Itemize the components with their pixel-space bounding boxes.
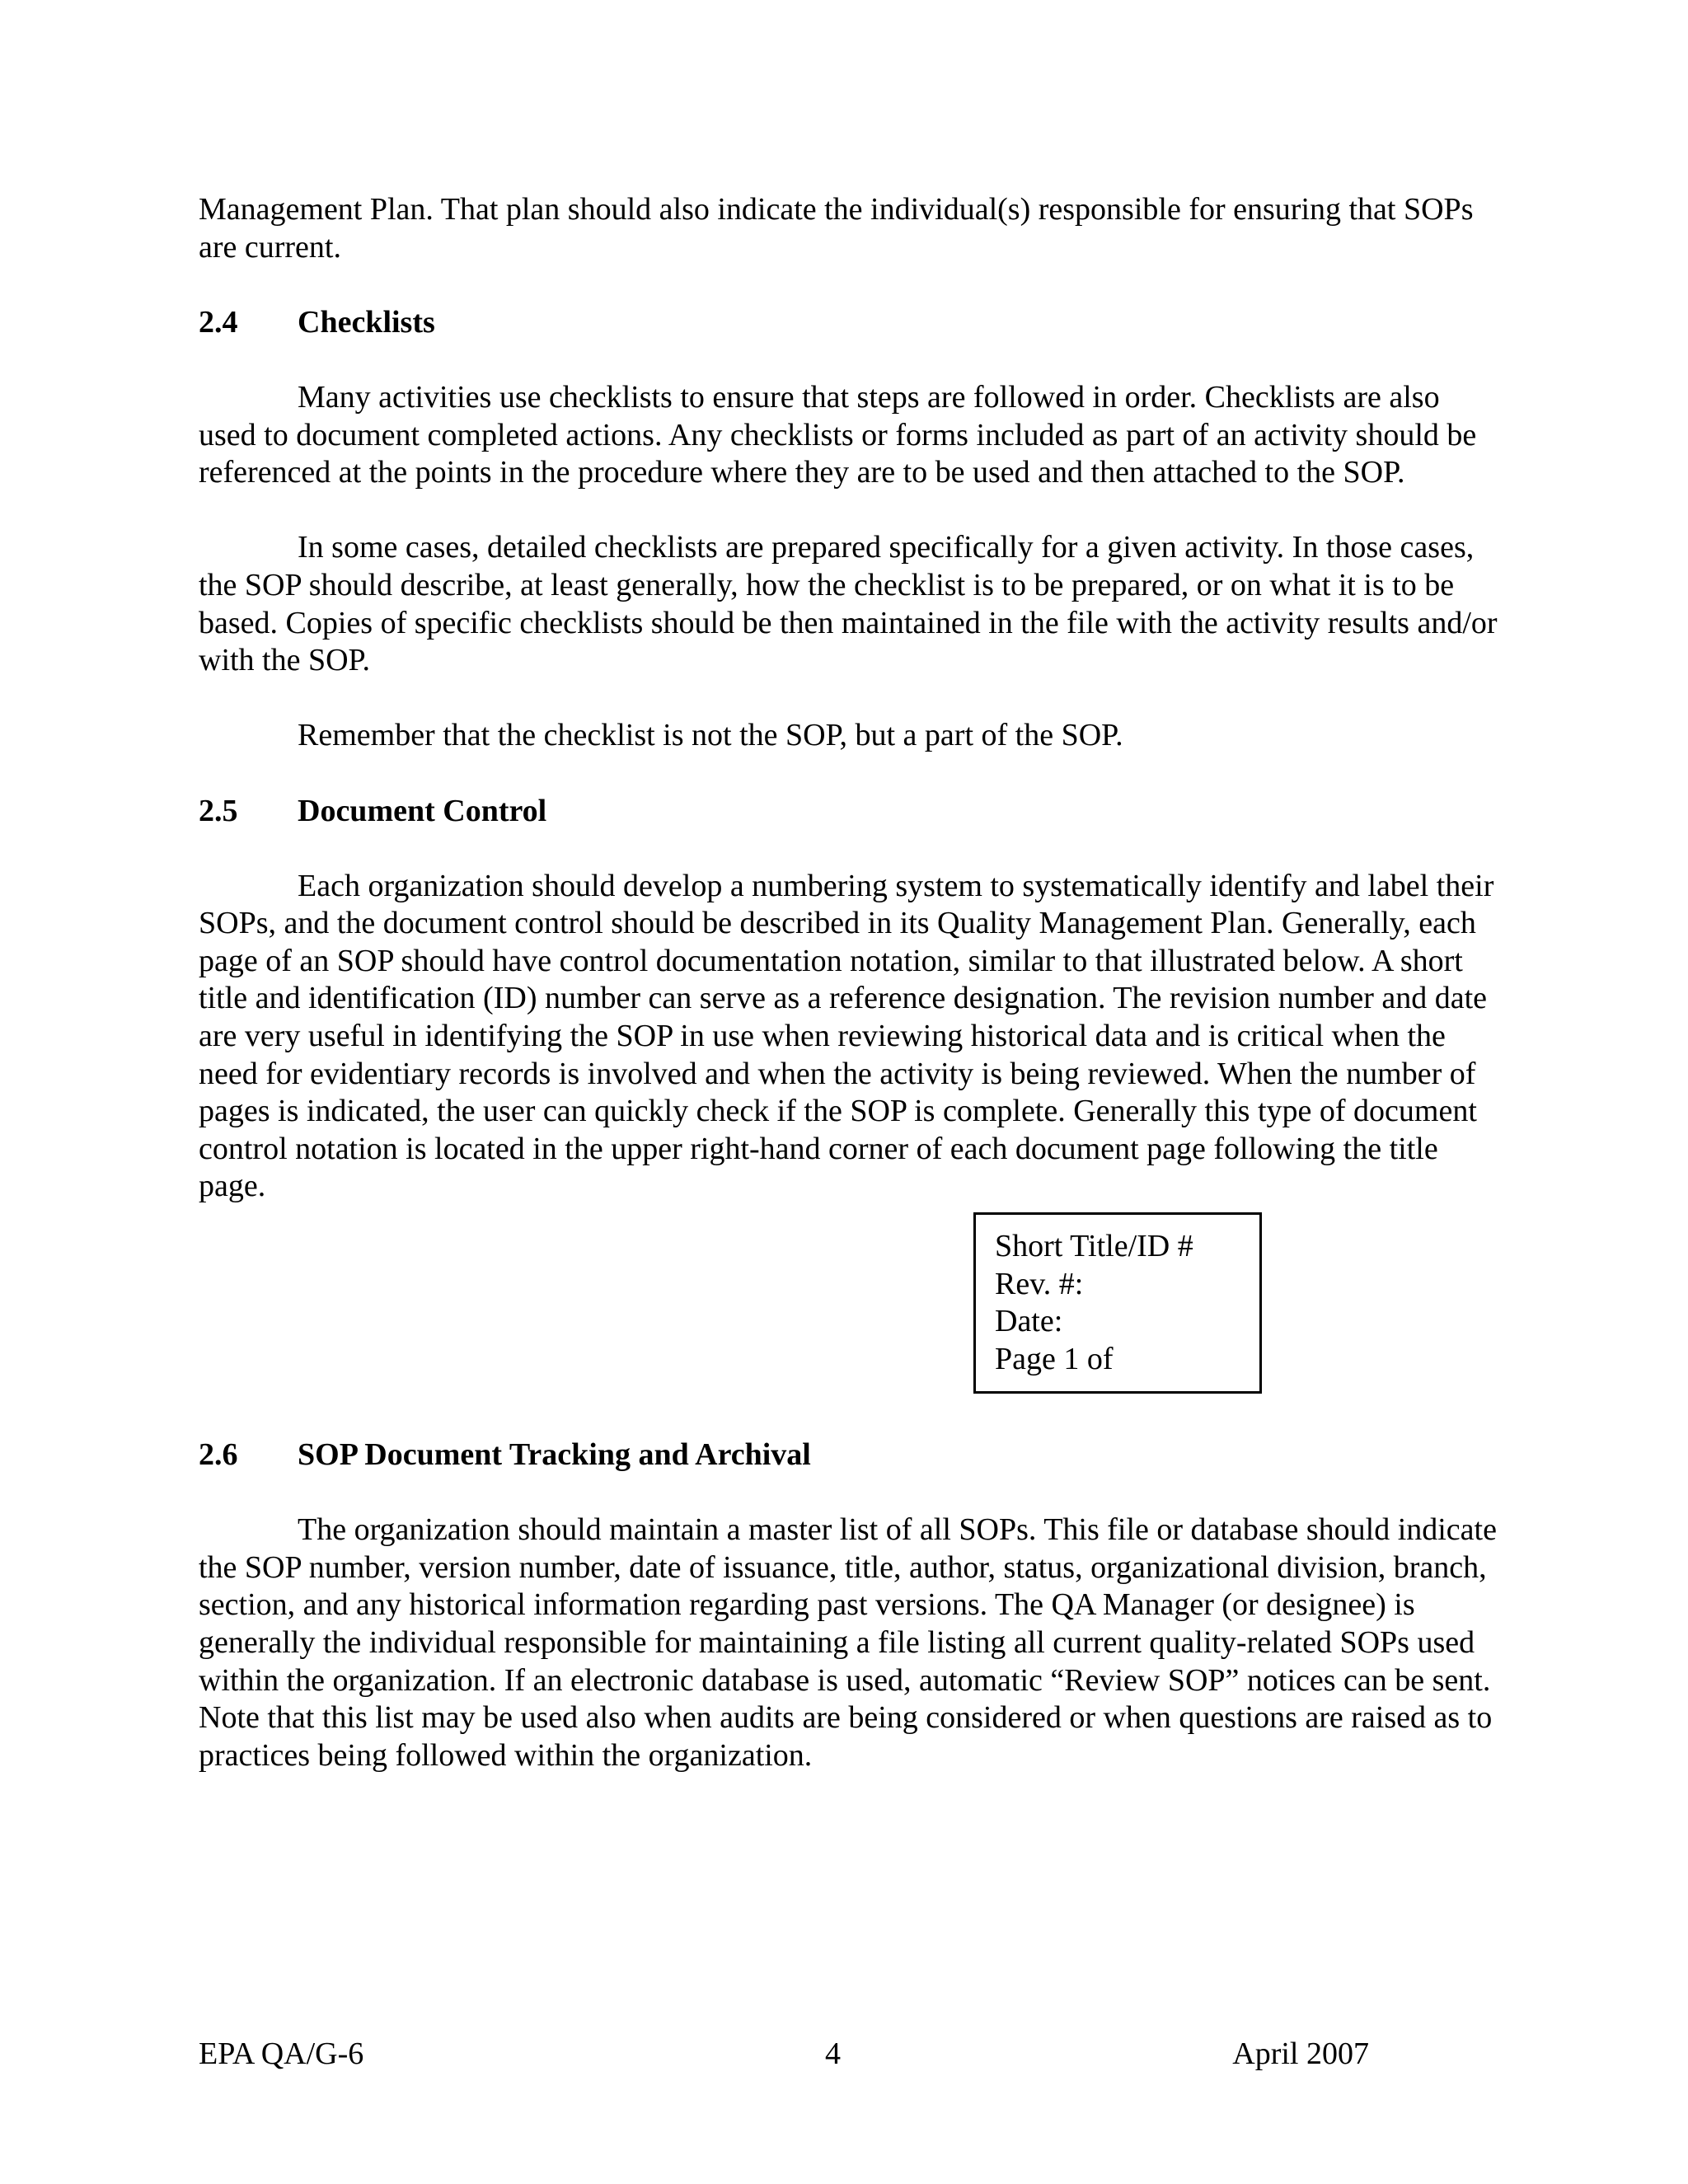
control-box-short-title: Short Title/ID # — [995, 1229, 1193, 1264]
body-paragraph: Many activities use checklists to ensure that steps are followed in order. Checklists are also used to document completed actions. Any checklists or forms included as part of an activity should be referenced at the points in the procedure where they are to be used and then attached to the SOP. — [199, 379, 1477, 490]
footer-document-id: EPA QA/G-6 — [199, 2036, 364, 2071]
footer-page-number: 4 — [825, 2036, 841, 2071]
body-paragraph: In some cases, detailed checklists are prepared specifically for a given activity. In those cases, the SOP should describe, at least generally, how the checklist is to be prepared, or on what it is to be based. Copies of specific checklists should be then maintained in the file with the activity results and/or with the SOP. — [199, 530, 1498, 678]
section-heading-checklists — [199, 304, 1501, 342]
page-footer — [199, 2035, 1369, 2073]
control-box-date: Date: — [995, 1304, 1063, 1339]
section-number: 2.5 — [199, 793, 238, 828]
section-title: Checklists — [298, 304, 435, 340]
control-box-page: Page 1 of — [995, 1341, 1114, 1376]
body-paragraph: Remember that the checklist is not the SOP, but a part of the SOP. — [298, 718, 1123, 753]
footer-date: April 2007 — [1232, 2036, 1369, 2071]
page-body — [199, 191, 1501, 1774]
section-number: 2.6 — [199, 1437, 238, 1473]
continued-paragraph: Management Plan. That plan should also indicate the individual(s) responsible for ensuring that SOPs are current. — [199, 192, 1474, 265]
section-title: Document Control — [298, 793, 547, 828]
body-paragraph: The organization should maintain a master list of all SOPs. This file or database should indicate the SOP number, version number, date of issuance, title, author, status, organizational division, branch, section, and any historical information regarding past versions. The QA Manager (or designee) is generally the individual responsible for maintaining a file listing all current quality-related SOPs used within the organization. If an electronic database is used, automatic “Review SOP” notices can be sent. Note that this list may be used also when audits are being considered or when questions are raised as to practices being followed within the organization. — [199, 1512, 1497, 1773]
section-title: SOP Document Tracking and Archival — [298, 1437, 811, 1473]
body-paragraph: Each organization should develop a numbering system to systematically identify and label their SOPs, and the document control should be described in its Quality Management Plan. Generally, each page of an SOP should have control documentation notation, similar to that illustrated below. A short title and identification (ID) number can serve as a reference designation. The revision number and date are very useful in identifying the SOP in use when reviewing historical data and is critical when the need for evidentiary records is involved and when the activity is being reviewed. When the number of pages is indicated, the user can quickly check if the SOP is complete. Generally this type of document control notation is located in the upper right-hand corner of each document page following the title page. — [199, 868, 1494, 1204]
control-box-revision: Rev. #: — [995, 1266, 1084, 1301]
section-heading-tracking-archival — [199, 1436, 1501, 1474]
document-control-notation-box — [973, 1212, 1262, 1394]
section-heading-document-control — [199, 793, 1501, 831]
section-number: 2.4 — [199, 304, 238, 340]
